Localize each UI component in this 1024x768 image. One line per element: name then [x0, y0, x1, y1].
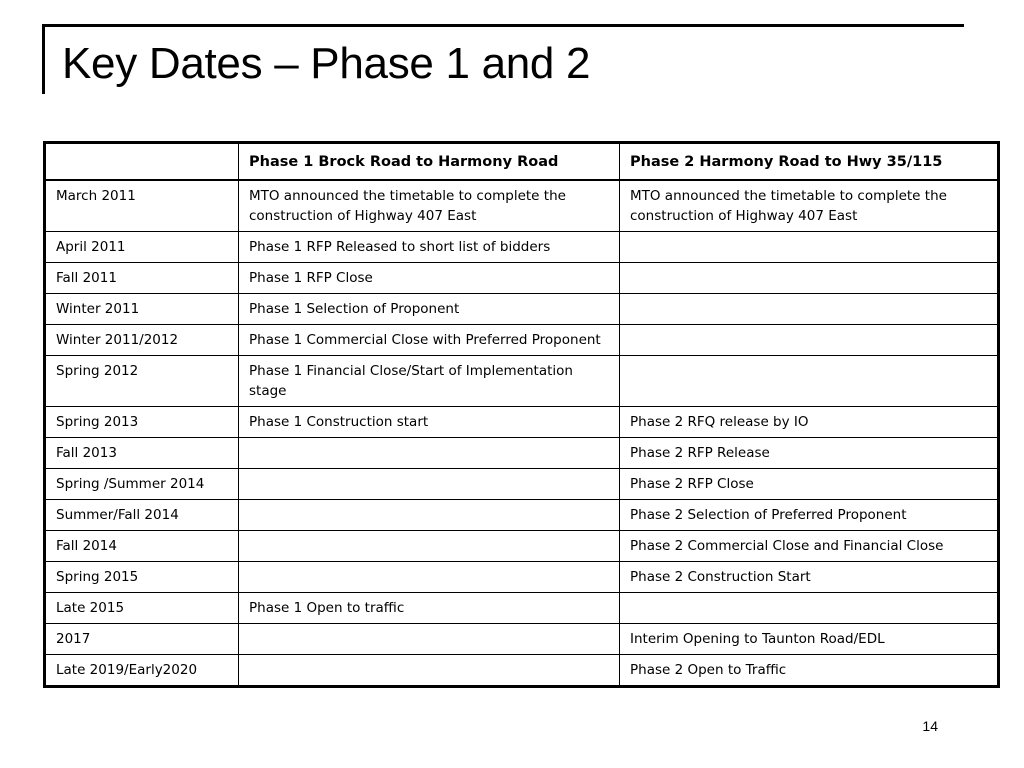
table-row [45, 294, 999, 325]
date-cell: Late 2015 [45, 593, 239, 624]
table-row [45, 180, 999, 232]
phase-2-cell: Phase 2 RFP Close [620, 469, 999, 500]
page-number: 14 [922, 718, 938, 734]
phase-2-cell [620, 294, 999, 325]
phase-1-cell [239, 562, 620, 593]
date-cell: Spring 2013 [45, 407, 239, 438]
slide-title: Key Dates – Phase 1 and 2 [62, 39, 591, 88]
phase-1-cell: MTO announced the timetable to complete the construction of Highway 407 East [239, 180, 620, 232]
phase-1-cell: Phase 1 RFP Close [239, 263, 620, 294]
date-cell: Summer/Fall 2014 [45, 500, 239, 531]
phase-2-cell: Phase 2 Selection of Preferred Proponent [620, 500, 999, 531]
phase-1-cell [239, 469, 620, 500]
phase-2-cell: Interim Opening to Taunton Road/EDL [620, 624, 999, 655]
phase-1-cell [239, 500, 620, 531]
table-row [45, 263, 999, 294]
date-cell: Fall 2013 [45, 438, 239, 469]
phase-1-cell [239, 624, 620, 655]
phase-1-cell: Phase 1 Open to traffic [239, 593, 620, 624]
phase-2-cell [620, 356, 999, 407]
date-cell: Winter 2011 [45, 294, 239, 325]
table-row [45, 655, 999, 687]
phase-2-cell: MTO announced the timetable to complete the construction of Highway 407 East [620, 180, 999, 232]
table-row [45, 624, 999, 655]
table-row [45, 356, 999, 407]
date-cell: Winter 2011/2012 [45, 325, 239, 356]
date-cell: April 2011 [45, 232, 239, 263]
phase-1-cell: Phase 1 Commercial Close with Preferred Proponent [239, 325, 620, 356]
phase-2-cell: Phase 2 RFP Release [620, 438, 999, 469]
date-cell: 2017 [45, 624, 239, 655]
date-cell: Fall 2014 [45, 531, 239, 562]
phase-2-cell [620, 232, 999, 263]
phase-2-cell [620, 325, 999, 356]
phase-2-cell: Phase 2 RFQ release by IO [620, 407, 999, 438]
table-row [45, 469, 999, 500]
date-cell: March 2011 [45, 180, 239, 232]
phase-2-cell [620, 263, 999, 294]
date-cell: Late 2019/Early2020 [45, 655, 239, 687]
phase-2-cell: Phase 2 Construction Start [620, 562, 999, 593]
date-cell: Fall 2011 [45, 263, 239, 294]
table-row [45, 232, 999, 263]
phase-1-cell: Phase 1 Selection of Proponent [239, 294, 620, 325]
table-row [45, 407, 999, 438]
table-row [45, 500, 999, 531]
phase-2-cell [620, 593, 999, 624]
phase-1-cell: Phase 1 Construction start [239, 407, 620, 438]
phase-2-cell: Phase 2 Open to Traffic [620, 655, 999, 687]
header-phase-1: Phase 1 Brock Road to Harmony Road [239, 143, 620, 181]
table-header-row [45, 143, 999, 181]
phase-1-cell: Phase 1 Financial Close/Start of Implementation stage [239, 356, 620, 407]
date-cell: Spring 2012 [45, 356, 239, 407]
table-row [45, 593, 999, 624]
table-row [45, 562, 999, 593]
key-dates-table [43, 141, 1000, 688]
phase-1-cell [239, 438, 620, 469]
date-cell: Spring 2015 [45, 562, 239, 593]
phase-2-cell: Phase 2 Commercial Close and Financial Close [620, 531, 999, 562]
title-rule-left [42, 24, 45, 94]
phase-1-cell [239, 531, 620, 562]
table-row [45, 531, 999, 562]
phase-1-cell [239, 655, 620, 687]
title-rule-top [42, 24, 964, 27]
phase-1-cell: Phase 1 RFP Released to short list of bidders [239, 232, 620, 263]
table-row [45, 438, 999, 469]
header-phase-2: Phase 2 Harmony Road to Hwy 35/115 [620, 143, 999, 181]
date-cell: Spring /Summer 2014 [45, 469, 239, 500]
header-date [45, 143, 239, 181]
table-row [45, 325, 999, 356]
